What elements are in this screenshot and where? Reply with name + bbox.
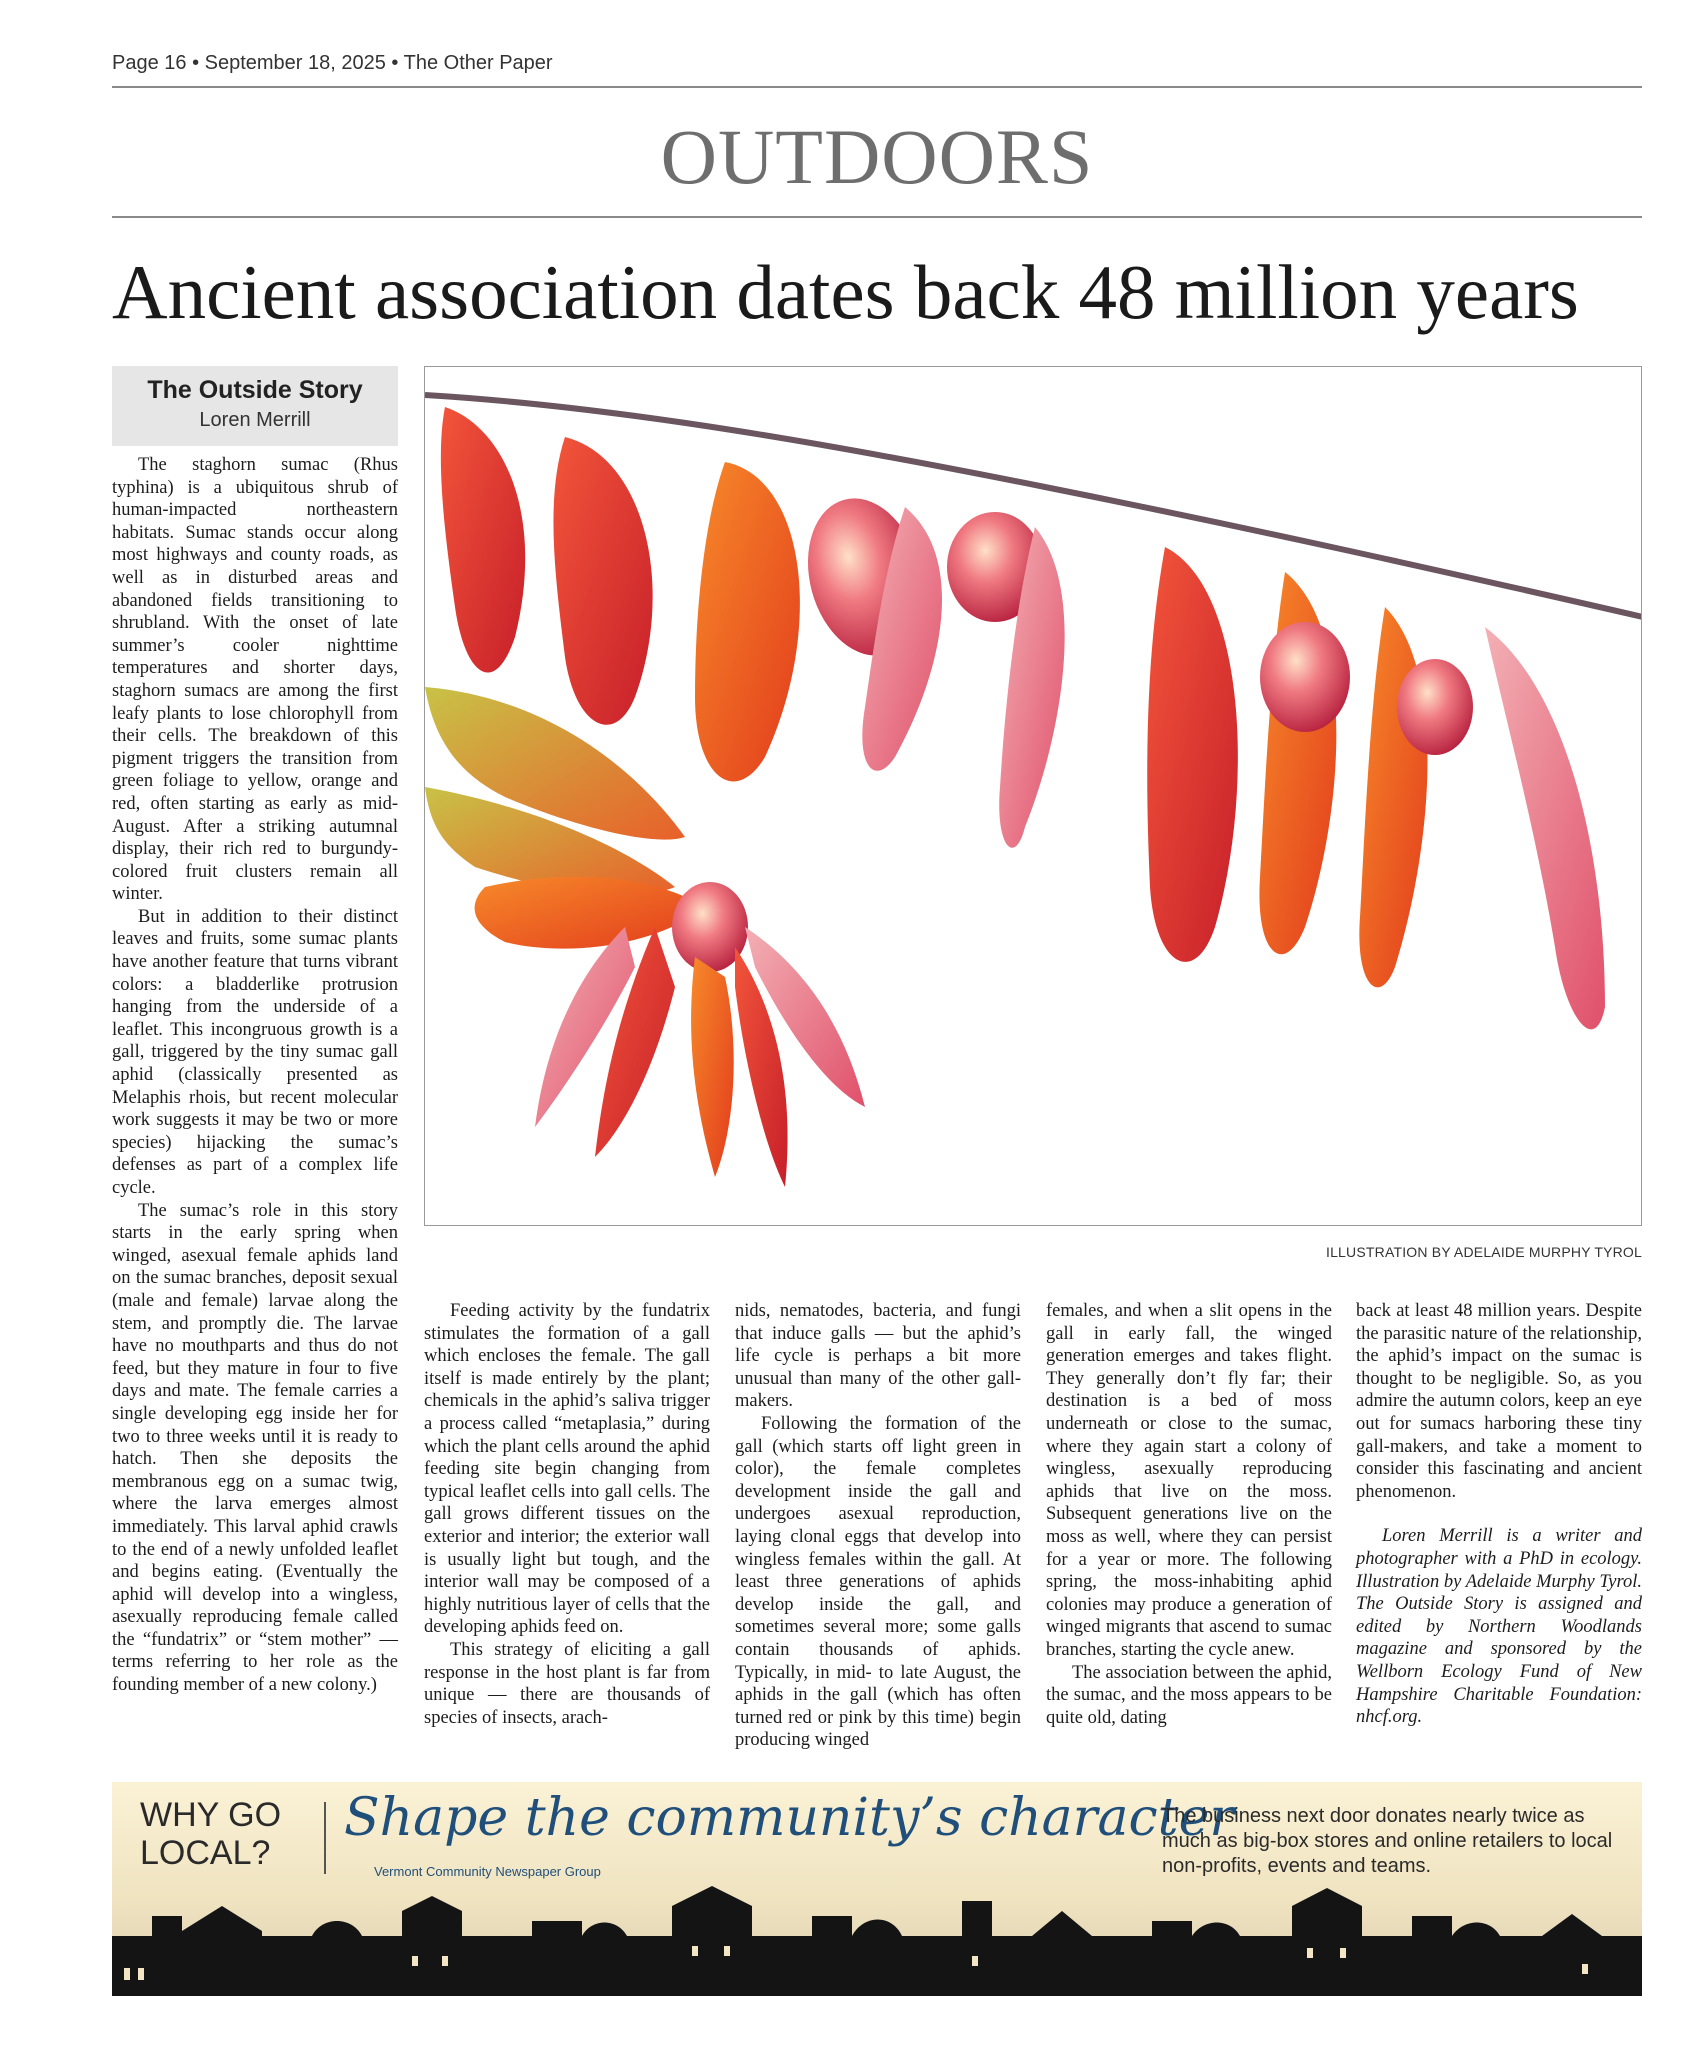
paragraph: nids, nematodes, bacteria, and fungi that induce galls — but the aphid’s life cycle is perhaps a bit more unusual than many of the other gall-makers. (735, 1301, 1021, 1412)
article-column-4 (1046, 1300, 1332, 1729)
article-column-5 (1356, 1300, 1642, 1729)
paragraph: But in addition to their distinct leaves and fruits, some sumac plants have another feature that turns vibrant colors: a bladderlike protrusion hanging from the underside of a leaflet. This incongruous growth is a gall, triggered by the tiny sumac gall aphid (classically presented as Melaphis rhois, but recent molecular work suggests it may be two or more species) hijacking the sumac’s defenses as part of a complex life cycle. (112, 906, 398, 1198)
paragraph: Following the formation of the gall (which starts off light green in color), the female completes development inside the gall and undergoes asexual reproduction, laying clonal eggs that develop into wingless females within the gall. At least three generations of aphids develop inside the gall, and sometimes several more; some galls contain thousands of aphids. Typically, in mid- to late August, the aphids in the gall (which has often turned red or pink by this time) begin producing winged (735, 1413, 1021, 1751)
section-rule (112, 216, 1642, 218)
article-column-3 (735, 1300, 1021, 1752)
advertisement-banner (112, 1782, 1642, 1996)
article-column-1 (112, 454, 398, 1697)
section-title: OUTDOORS (660, 113, 1094, 200)
article-column-2 (424, 1300, 710, 1729)
ad-blurb: The business next door donates nearly twice as much as big-box stores and online retailers to local non-profits, events and teams. (1162, 1805, 1613, 1877)
ad-why-go-local: WHY GO LOCAL? (140, 1796, 282, 1872)
paragraph: The sumac’s role in this story starts in the early spring when winged, asexual female aphids land on the sumac branches, deposit sexual (male and female) larvae along the stem, and promptly die. The larvae have no mouthparts and thus do not feed, but they mature in four to five days and mate. The female carries a single developing egg inside her for two to three weeks until it is ready to hatch. Then she deposits the membranous egg on a sumac twig, where the larva emerges almost immediately. This larval aphid crawls to the end of a newly unfolded leaflet and begins eating. (Eventually the aphid will develop into a wingless, asexually reproducing female called the “fundatrix” or “stem mother” — terms referring to her role as the founding member of a new colony.) (112, 1200, 398, 1696)
sumac-illustration (424, 366, 1642, 1226)
paragraph: females, and when a slit opens in the gall in early fall, the winged generation emerges and takes flight. They generally don’t fly far; their destination is a bed of moss underneath or close to the sumac, where they again start a colony of wingless, asexually reproducing aphids that live on the moss. Subsequent generations live on the moss as well, where they can persist for a year or more. The following spring, the moss-inhabiting aphid colonies may produce a generation of winged migrants that ascend to sumac branches, starting the cycle anew. (1046, 1301, 1332, 1660)
town-silhouette (112, 1876, 1642, 1996)
ad-divider (324, 1802, 326, 1874)
author-bio: Loren Merrill is a writer and photographer with a PhD in ecology. Illustration by Adelaide Murphy Tyrol. The Outside Story is assigned and edited by Northern Woodlands magazine and sponsored by the Wellborn Ecology Fund of New Hampshire Charitable Foundation: nhcf.org. (1356, 1526, 1642, 1728)
folio-line: Page 16 • September 18, 2025 • The Other Paper (112, 52, 553, 74)
illustration-credit: ILLUSTRATION BY ADELAIDE MURPHY TYROL (1325, 1244, 1642, 1260)
paragraph: The staghorn sumac (Rhus typhina) is a ubiquitous shrub of human-impacted northeastern habitats. Sumac stands occur along most highways and county roads, as well as in disturbed areas and abandoned fields transitioning to shrubland. With the onset of late summer’s cooler nighttime temperatures and shorter days, staghorn sumacs are among the first leafy plants to lose chlorophyll from their cells. The breakdown of this pigment triggers the transition from green foliage to yellow, orange and red, often starting as early as mid-August. After a striking autumnal display, their rich red to burgundy-colored fruit clusters remain all winter. (112, 455, 398, 905)
byline: Loren Merrill (199, 409, 311, 431)
column-badge (112, 366, 398, 446)
headline: Ancient association dates back 48 million years (112, 249, 1579, 335)
paragraph: Feeding activity by the fundatrix stimulates the formation of a gall which encloses the female. The gall itself is made entirely by the plant; chemicals in the aphid’s saliva trigger a process called “metaplasia,” during which the plant cells around the aphid feeding site begin changing from typical leaflet cells into gall cells. The gall grows different tissues on the exterior and interior; the exterior wall is usually light but tough, and the interior wall may be composed of a highly nutritious layer of cells that the developing aphids feed on. (424, 1301, 710, 1638)
paragraph: This strategy of eliciting a gall response in the host plant is far from unique — there are thousands of species of insects, arach- (424, 1639, 710, 1728)
ad-slogan: Shape the community’s character (344, 1788, 1235, 1848)
sumac-painting (425, 367, 1642, 1226)
column-title: The Outside Story (147, 376, 363, 404)
top-rule (112, 86, 1642, 88)
paragraph: The association between the aphid, the sumac, and the moss appears to be quite old, dating (1046, 1662, 1332, 1728)
ad-group-name: Vermont Community Newspaper Group (374, 1864, 601, 1879)
paragraph: back at least 48 million years. Despite the parasitic nature of the relationship, the aphid’s impact on the sumac is thought to be negligible. So, as you admire the autumn colors, keep an eye out for sumacs harboring these tiny gall-makers, and take a moment to consider this fascinating and ancient phenomenon. (1356, 1301, 1642, 1502)
